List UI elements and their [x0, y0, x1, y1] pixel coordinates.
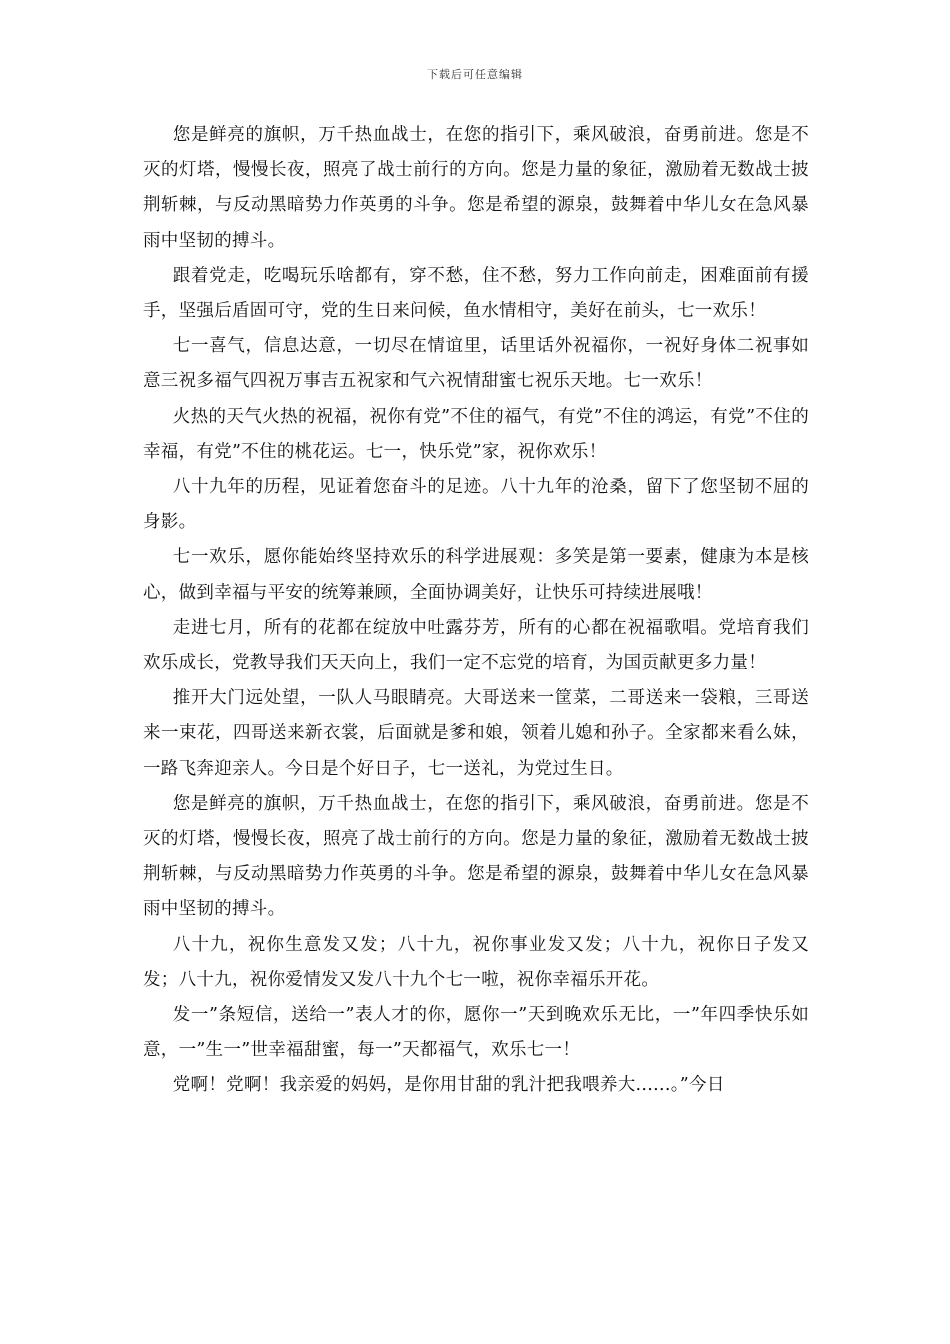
paragraph-7: 走进七月，所有的花都在绽放中吐露芬芳，所有的心都在祝福歌唱。党培育我们欢乐成长，党教导我们天天向上，我们一定不忘党的培育，为国贡献更多力量！	[143, 617, 809, 674]
paragraph-12: 党啊！党啊！我亲爱的妈妈，是你用甘甜的乳汁把我喂养大......。”今日	[172, 1075, 725, 1096]
document-body	[143, 118, 809, 1104]
paragraph-4: 火热的天气火热的祝福，祝你有党”不住的福气，有党”不住的鸿运，有党”不住的幸福，有党”不住的桃花运。七一，快乐党”家，祝你欢乐！	[143, 406, 809, 462]
paragraph-11: 发一”条短信，送给一”表人才的你，愿你一”天到晚欢乐无比，一”年四季快乐如意，一”生一”世幸福甜蜜，每一”天都福气，欢乐七一！	[143, 1005, 809, 1061]
paragraph-5: 八十九年的历程，见证着您奋斗的足迹。八十九年的沧桑，留下了您坚韧不屈的身影。	[143, 477, 809, 533]
paragraph-9: 您是鲜亮的旗帜，万千热血战士，在您的指引下，乘风破浪，奋勇前进。您是不灭的灯塔，慢慢长夜，照亮了战士前行的方向。您是力量的象征，激励着无数战士披荆斩棘，与反动黑暗势力作英勇的斗争。您是希望的源泉，鼓舞着中华儿女在急风暴雨中坚韧的搏斗。	[143, 793, 809, 920]
paragraph-2: 跟着党走，吃喝玩乐啥都有，穿不愁，住不愁，努力工作向前走，困难面前有援手，坚强后盾固可守，党的生日来问候，鱼水情相守，美好在前头，七一欢乐！	[143, 265, 809, 322]
paragraph-3: 七一喜气，信息达意，一切尽在情谊里，话里话外祝福你，一祝好身体二祝事如意三祝多福气四祝万事吉五祝家和气六祝情甜蜜七祝乐天地。七一欢乐！	[143, 336, 809, 392]
page-header: 下载后可任意编辑	[427, 68, 523, 81]
paragraph-6: 七一欢乐，愿你能始终坚持欢乐的科学进展观：多笑是第一要素，健康为本是核心，做到幸福与平安的统筹兼顾，全面协调美好，让快乐可持续进展哦！	[143, 547, 809, 603]
paragraph-1: 您是鲜亮的旗帜，万千热血战士，在您的指引下，乘风破浪，奋勇前进。您是不灭的灯塔，慢慢长夜，照亮了战士前行的方向。您是力量的象征，激励着无数战士披荆斩棘，与反动黑暗势力作英勇的斗争。您是希望的源泉，鼓舞着中华儿女在急风暴雨中坚韧的搏斗。	[143, 125, 809, 251]
paragraph-10: 八十九，祝你生意发又发；八十九，祝你事业发又发；八十九，祝你日子发又发；八十九，祝你爱情发又发八十九个七一啦，祝你幸福乐开花。	[143, 934, 809, 990]
paragraph-8: 推开大门远处望，一队人马眼睛亮。大哥送来一筐菜，二哥送来一袋粮，三哥送来一束花，四哥送来新衣裳，后面就是爹和娘，领着儿媳和孙子。全家都来看么妹，一路飞奔迎亲人。今日是个好日子，七一送礼，为党过生日。	[143, 688, 809, 779]
